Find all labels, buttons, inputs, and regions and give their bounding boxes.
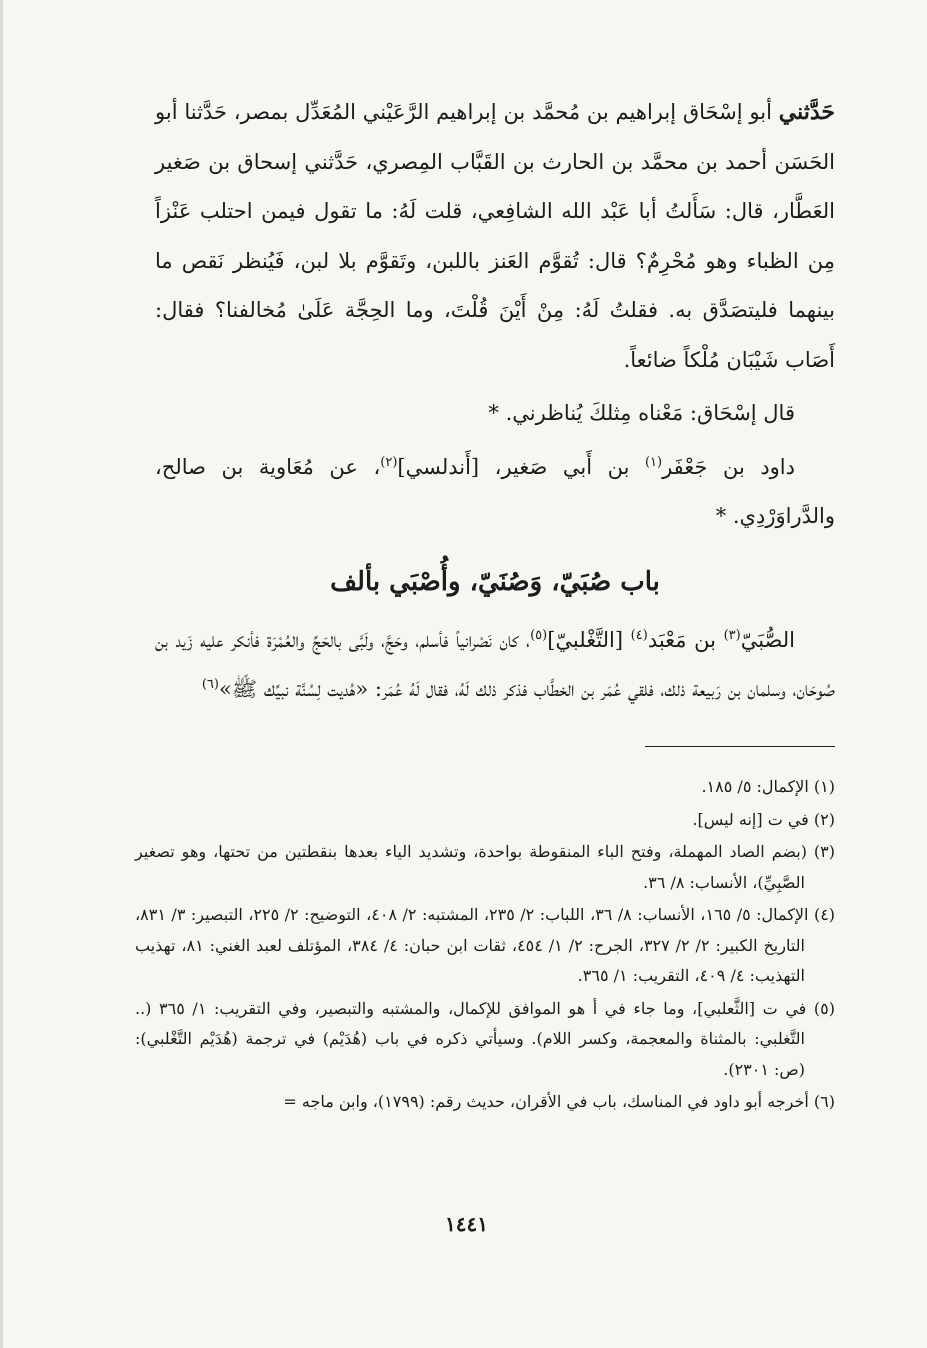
- footnote-2: (٢) في ت [إنه ليس].: [692, 809, 835, 829]
- chapter-heading: باب صُبَيّ، وَصُنَيّ، وأُصْبَي بألف: [330, 566, 660, 597]
- footnote-ref-4: (٤): [630, 627, 648, 643]
- paragraph-4: [155, 616, 835, 715]
- footnote-ref-2: (٢): [380, 454, 398, 470]
- paragraph-3-text-c: ، عن مُعَاوية بن صالح، والدَّراوَرْدِي. *: [155, 454, 835, 528]
- paragraph-4-text-a: الصُّبَيّ: [740, 627, 795, 652]
- paragraph-1: [155, 88, 835, 385]
- paragraph-3-text-b: بن أَبي صَغير، [أَندلسي]: [397, 454, 645, 479]
- footnote-ref-1: (١): [644, 454, 663, 470]
- paragraph-2: قال إسْحَاق: مَعْناه مِثلكَ يُناظرني. *: [488, 401, 795, 425]
- main-text: [155, 88, 835, 715]
- footnote-6: (٦) أخرجه أبو داود في المناسك، باب في الأقران، حديث رقم: (١٧٩٩)، وابن ماجه =: [283, 1092, 835, 1111]
- paragraph-3: [155, 443, 835, 542]
- footnote-separator: [645, 746, 835, 747]
- footnote-1: (١) الإكمال: ٥/ ١٨٥.: [701, 777, 835, 796]
- paragraph-1-text: أبو إسْحَاق إبراهيم بن مُحمَّد بن إبراهيم الرَّعَيْني المُعَدِّل بمصر، حَدَّثنا أبو الحَسَن أحمد بن محمَّد بن الحارث بن القَبَّاب المِصري، حَدَّثني إسحاق بن صَغير العَطَّار، قال: سَأَلتُ أبا عَبْد الله الشافِعي، قلت لَهُ: ما تقول فيمن احتلب عَنْزاً مِن الظباء وهو مُحْرِمٌ؟ قال: تُقوَّم العَنز باللبن، وتَقوَّم بلا لبن، فَيُنظر نَقص ما بينهما فليتصَدَّق به. فقلتُ لَهُ: مِنْ أَيْنَ قُلْتَ، وما الحِجَّة عَلَىٰ مُخالفنا؟ فقال: أَصَاب شَيْبَان مُلْكاً ضائعاً.: [155, 100, 835, 372]
- footnote-ref-6: (٦): [201, 677, 219, 692]
- footnote-4: (٤) الإكمال: ٥/ ١٦٥، الأنساب: ٨/ ٣٦، اللباب: ٢/ ٢٣٥، المشتبه: ٢/ ٤٠٨، التوضيح: ٢/ ٢٢٥، التبصير: ٣/ ٨٣١، التاريخ الكبير: ٢/ ٢/ ٣٢٧، الجرح: ٢/ ١/ ٤٥٤، ثقات ابن حبان: ٤/ ٣٨٤، المؤتلف لعبد الغني: ٨١، تهذيب التهذيب: ٤/ ٤٠٩، التقريب: ١/ ٣٦٥.: [135, 905, 836, 985]
- footnote-ref-5: (٥): [530, 627, 548, 643]
- footnote-ref-3: (٣): [723, 627, 741, 643]
- paragraph-4-text-d: ، كان نَصْرانياً فأسلم، وحَجَّ، ولَبَّى بالحَجِّ والعُمْرَة فأنكر عليه زَيد بن صُوحَان، وسلمان بن رَبيعة ذلك، فلقي عُمَر بن الخطَّاب فذكر ذلك لَهُ، فقال لَهُ عُمَر: «هُديت لِسُنَّة نبيِّك ﷺ»: [155, 627, 835, 701]
- footnotes: [135, 772, 835, 1120]
- paragraph-4-text-b: بن مَعْبَد: [647, 627, 724, 652]
- paragraph-3-text-a: داود بن جَعْفَر: [662, 454, 795, 479]
- page-number: ١٤٤١: [445, 1212, 488, 1236]
- paragraph-4-text-c: [التَّغْلبيّ]: [547, 627, 631, 652]
- paragraph-1-lead: حَدَّثني: [778, 99, 835, 125]
- footnote-5: (٥) في ت [الثَّعلبي]، وما جاء في أ هو الموافق للإكمال، والمشتبه والتبصير، وفي التقريب: ١/ ٣٦٥ (.. التَّغلبي: بالمثناة والمعجمة، وكسر اللام). وسيأتي ذكره في باب (هُدَيْم) في ترجمة (هُدَيْم التَّغْلبي): (ص: ٢٣٠١).: [135, 998, 835, 1079]
- footnote-3: (٣) (بضم الصاد المهملة، وفتح الباء المنقوطة بواحدة، وتشديد الياء بعدها بنقطتين من تحتها، وهو تصغير الصَّبِيِّ)، الأنساب: ٨/ ٣٦.: [135, 842, 835, 892]
